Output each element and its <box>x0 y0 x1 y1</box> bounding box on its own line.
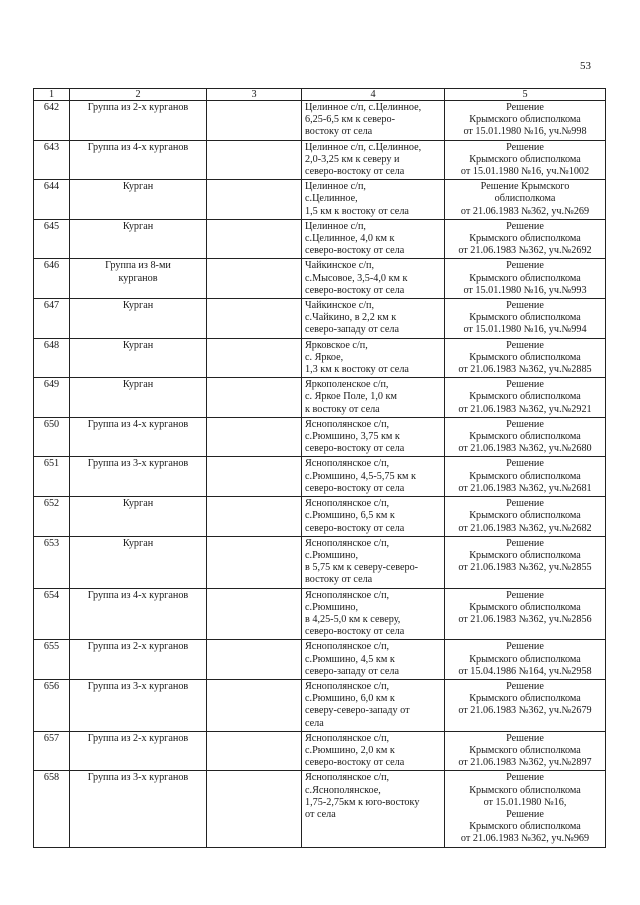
column-header-4: 4 <box>302 89 445 101</box>
column-3-cell <box>207 101 302 141</box>
object-name: Группа из 3-х курганов <box>70 771 207 847</box>
column-3-cell <box>207 140 302 180</box>
legal-document: Решение Крымского облисполкома от 21.06.1983 №362, уч.№2856 <box>445 588 606 640</box>
object-location: Ярковское с/п, с. Яркое, 1,3 км к востоку от села <box>302 338 445 378</box>
column-3-cell <box>207 219 302 259</box>
table-row <box>34 640 606 680</box>
table-row <box>34 497 606 537</box>
row-number: 651 <box>34 457 70 497</box>
object-name: Курган <box>70 536 207 588</box>
object-location: Яснополянское с/п, с.Рюмшино, 4,5 км к северо-западу от села <box>302 640 445 680</box>
table-row <box>34 338 606 378</box>
object-name: Курган <box>70 338 207 378</box>
table-row <box>34 101 606 141</box>
table-row <box>34 219 606 259</box>
legal-document: Решение Крымского облисполкома от 15.01.1980 №16, уч.№998 <box>445 101 606 141</box>
object-location: Чайкинское с/п, с.Мысовое, 3,5-4,0 км к северо-востоку от села <box>302 259 445 299</box>
legal-document: Решение Крымского облисполкома от 15.01.1980 №16, уч.№994 <box>445 299 606 339</box>
object-location: Целинное с/п, с.Целинное, 6,25-6,5 км к северо- востоку от села <box>302 101 445 141</box>
column-header-3: 3 <box>207 89 302 101</box>
object-name: Группа из 4-х курганов <box>70 417 207 457</box>
row-number: 653 <box>34 536 70 588</box>
legal-document: Решение Крымского облисполкома от 15.01.1980 №16, Решение Крымского облисполкома от 21.06.1983 №362, уч.№969 <box>445 771 606 847</box>
table-header-row <box>34 89 606 101</box>
row-number: 656 <box>34 679 70 731</box>
table-row <box>34 731 606 771</box>
object-location: Яснополянское с/п, с.Рюмшино, 6,5 км к северо-востоку от села <box>302 497 445 537</box>
row-number: 650 <box>34 417 70 457</box>
object-location: Яснополянское с/п, с.Рюмшино, в 5,75 км к северу-северо- востоку от села <box>302 536 445 588</box>
legal-document: Решение Крымского облисполкома от 21.06.1983 №362, уч.№2682 <box>445 497 606 537</box>
legal-document: Решение Крымского облисполкома от 15.01.1980 №16, уч.№1002 <box>445 140 606 180</box>
object-name: Курган <box>70 299 207 339</box>
column-3-cell <box>207 679 302 731</box>
column-3-cell <box>207 338 302 378</box>
object-name: Курган <box>70 219 207 259</box>
object-name: Группа из 8-ми курганов <box>70 259 207 299</box>
object-name: Группа из 4-х курганов <box>70 140 207 180</box>
legal-document: Решение Крымского облисполкома от 21.06.1983 №362, уч.№2692 <box>445 219 606 259</box>
object-location: Целинное с/п, с.Целинное, 2,0-3,25 км к северу и северо-востоку от села <box>302 140 445 180</box>
table-row <box>34 457 606 497</box>
legal-document: Решение Крымского облисполкома от 21.06.1983 №362, уч.№2680 <box>445 417 606 457</box>
object-name: Группа из 2-х курганов <box>70 731 207 771</box>
row-number: 643 <box>34 140 70 180</box>
table-body <box>34 101 606 848</box>
row-number: 644 <box>34 180 70 220</box>
row-number: 642 <box>34 101 70 141</box>
row-number: 647 <box>34 299 70 339</box>
column-3-cell <box>207 259 302 299</box>
row-number: 652 <box>34 497 70 537</box>
legal-document: Решение Крымского облисполкома от 21.06.1983 №362, уч.№2681 <box>445 457 606 497</box>
object-name: Группа из 3-х курганов <box>70 457 207 497</box>
column-3-cell <box>207 457 302 497</box>
table-row <box>34 771 606 847</box>
legal-document: Решение Крымского облисполкома от 21.06.1983 №362, уч.№2897 <box>445 731 606 771</box>
table-row <box>34 588 606 640</box>
column-3-cell <box>207 731 302 771</box>
column-header-5: 5 <box>445 89 606 101</box>
table-row <box>34 140 606 180</box>
column-3-cell <box>207 536 302 588</box>
column-3-cell <box>207 497 302 537</box>
object-name: Курган <box>70 180 207 220</box>
object-name: Курган <box>70 497 207 537</box>
table-row <box>34 378 606 418</box>
row-number: 655 <box>34 640 70 680</box>
row-number: 658 <box>34 771 70 847</box>
column-3-cell <box>207 299 302 339</box>
legal-document: Решение Крымского облисполкома от 15.01.1980 №16, уч.№993 <box>445 259 606 299</box>
row-number: 657 <box>34 731 70 771</box>
object-name: Курган <box>70 378 207 418</box>
row-number: 648 <box>34 338 70 378</box>
legal-document: Решение Крымского облисполкома от 21.06.1983 №362, уч.№2885 <box>445 338 606 378</box>
table-row <box>34 536 606 588</box>
row-number: 645 <box>34 219 70 259</box>
column-header-1: 1 <box>34 89 70 101</box>
object-name: Группа из 2-х курганов <box>70 640 207 680</box>
object-location: Яснополянское с/п, с.Рюмшино, 6,0 км к северу-северо-западу от села <box>302 679 445 731</box>
column-3-cell <box>207 588 302 640</box>
page-number: 53 <box>580 60 591 72</box>
object-name: Группа из 4-х курганов <box>70 588 207 640</box>
heritage-registry-table <box>33 88 606 848</box>
row-number: 649 <box>34 378 70 418</box>
object-location: Яснополянское с/п, с.Рюмшино, 4,5-5,75 км к северо-востоку от села <box>302 457 445 497</box>
row-number: 646 <box>34 259 70 299</box>
object-location: Яснополянское с/п, с.Яснополянское, 1,75-2,75км к юго-востоку от села <box>302 771 445 847</box>
object-location: Целинное с/п, с.Целинное, 1,5 км к востоку от села <box>302 180 445 220</box>
legal-document: Решение Крымского облисполкома от 21.06.1983 №362, уч.№2855 <box>445 536 606 588</box>
legal-document: Решение Крымского облисполкома от 21.06.1983 №362, уч.№2921 <box>445 378 606 418</box>
table-row <box>34 180 606 220</box>
table-row <box>34 679 606 731</box>
object-location: Яснополянское с/п, с.Рюмшино, 3,75 км к северо-востоку от села <box>302 417 445 457</box>
object-location: Яркополенское с/п, с. Яркое Поле, 1,0 км к востоку от села <box>302 378 445 418</box>
column-3-cell <box>207 180 302 220</box>
object-location: Яснополянское с/п, с.Рюмшино, в 4,25-5,0 км к северу, северо-востоку от села <box>302 588 445 640</box>
table-row <box>34 259 606 299</box>
object-name: Группа из 2-х курганов <box>70 101 207 141</box>
table-row <box>34 299 606 339</box>
legal-document: Решение Крымского облисполкома от 21.06.1983 №362, уч.№2679 <box>445 679 606 731</box>
legal-document: Решение Крымского облисполкома от 21.06.1983 №362, уч.№269 <box>445 180 606 220</box>
object-location: Яснополянское с/п, с.Рюмшино, 2,0 км к северо-востоку от села <box>302 731 445 771</box>
object-location: Чайкинское с/п, с.Чайкино, в 2,2 км к северо-западу от села <box>302 299 445 339</box>
object-name: Группа из 3-х курганов <box>70 679 207 731</box>
column-3-cell <box>207 771 302 847</box>
object-location: Целинное с/п, с.Целинное, 4,0 км к северо-востоку от села <box>302 219 445 259</box>
table-row <box>34 417 606 457</box>
legal-document: Решение Крымского облисполкома от 15.04.1986 №164, уч.№2958 <box>445 640 606 680</box>
column-3-cell <box>207 640 302 680</box>
column-3-cell <box>207 417 302 457</box>
column-header-2: 2 <box>70 89 207 101</box>
row-number: 654 <box>34 588 70 640</box>
column-3-cell <box>207 378 302 418</box>
